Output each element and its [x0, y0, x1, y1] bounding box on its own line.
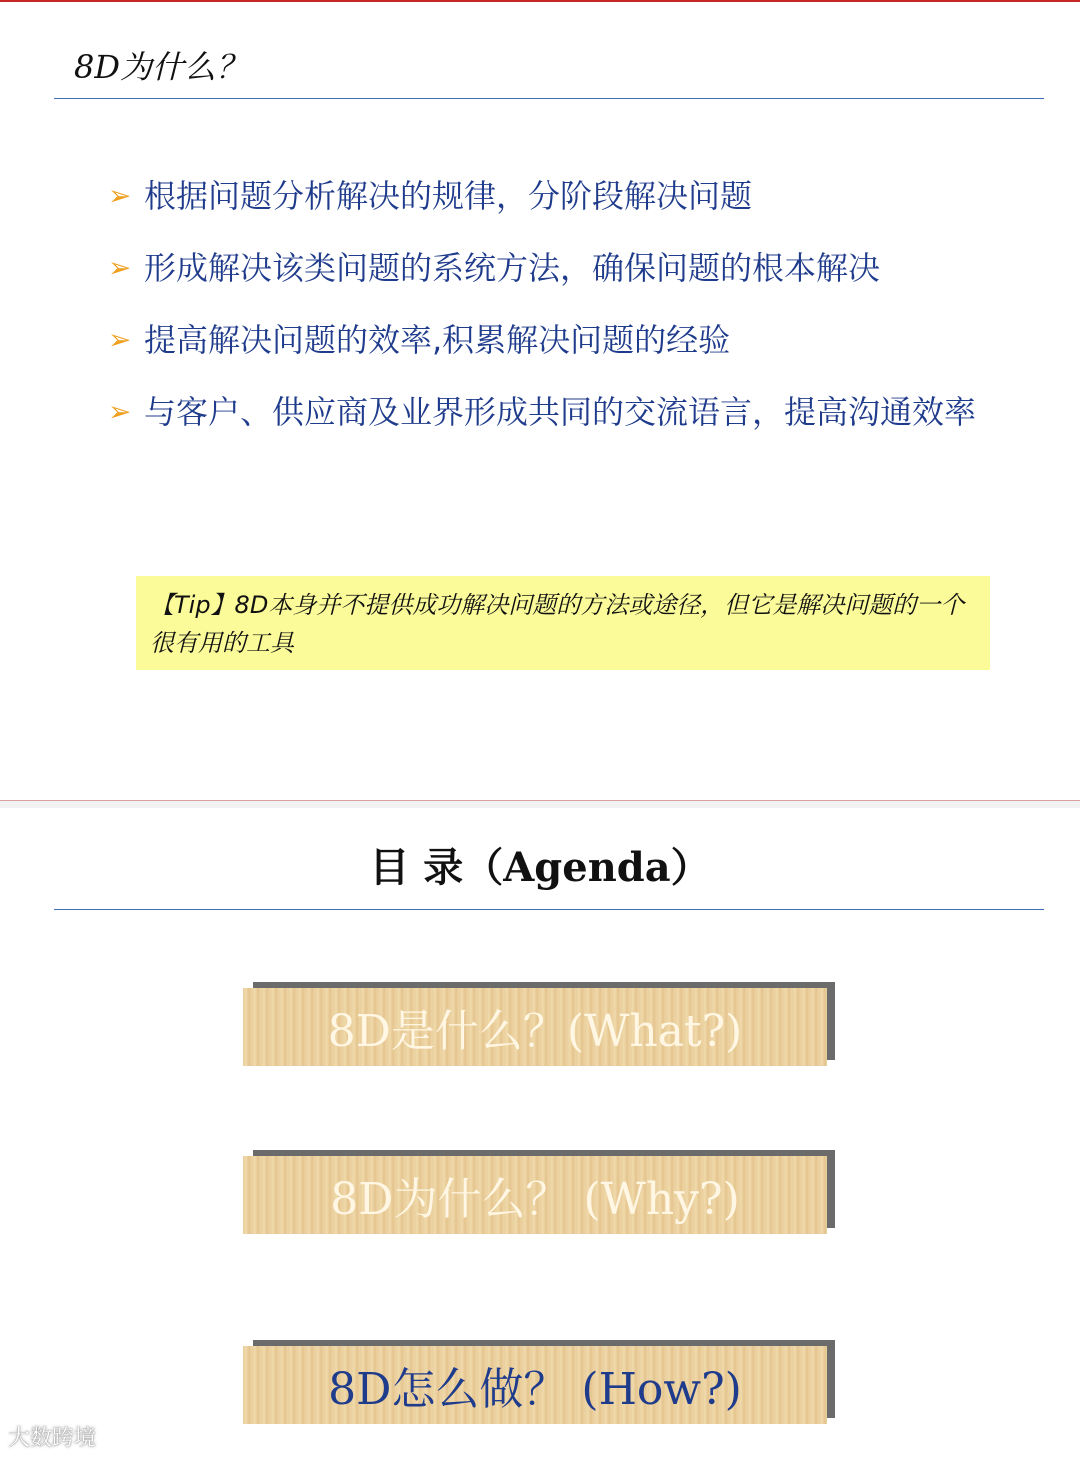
- slide-title: 8D为什么？: [74, 48, 249, 86]
- tip-box: 【Tip】8D本身并不提供成功解决问题的方法或途径，但它是解决问题的一个很有用的工具: [136, 576, 990, 670]
- bullet-item: ➢ 形成解决该类问题的系统方法，确保问题的根本解决: [108, 232, 988, 304]
- agenda-title: 目 录（Agenda）: [369, 844, 711, 891]
- title-underline: [54, 909, 1044, 910]
- arrow-right-icon: ➢: [108, 323, 132, 356]
- slide-separator: [0, 800, 1080, 808]
- top-red-rule: [0, 0, 1080, 2]
- bullet-list: [108, 160, 988, 448]
- bullet-item: ➢ 根据问题分析解决的规律，分阶段解决问题: [108, 160, 988, 232]
- agenda-item-what[interactable]: [243, 988, 835, 1072]
- slide-agenda: [0, 808, 1080, 1457]
- arrow-right-icon: ➢: [108, 179, 132, 212]
- title-underline: [54, 98, 1044, 99]
- watermark-logo: 大数跨境: [8, 1426, 97, 1451]
- arrow-right-icon: ➢: [108, 251, 132, 284]
- agenda-item-label: 8D怎么做？ (How?): [243, 1346, 827, 1424]
- agenda-item-how[interactable]: [243, 1346, 835, 1430]
- agenda-item-label: 8D为什么？ (Why?): [243, 1156, 827, 1234]
- agenda-item-why[interactable]: [243, 1156, 835, 1240]
- bullet-item: ➢ 与客户、供应商及业界形成共同的交流语言，提高沟通效率: [108, 376, 988, 448]
- bullet-item: ➢ 提高解决问题的效率,积累解决问题的经验: [108, 304, 988, 376]
- agenda-item-label: 8D是什么？(What?): [243, 988, 827, 1066]
- arrow-right-icon: ➢: [108, 395, 132, 428]
